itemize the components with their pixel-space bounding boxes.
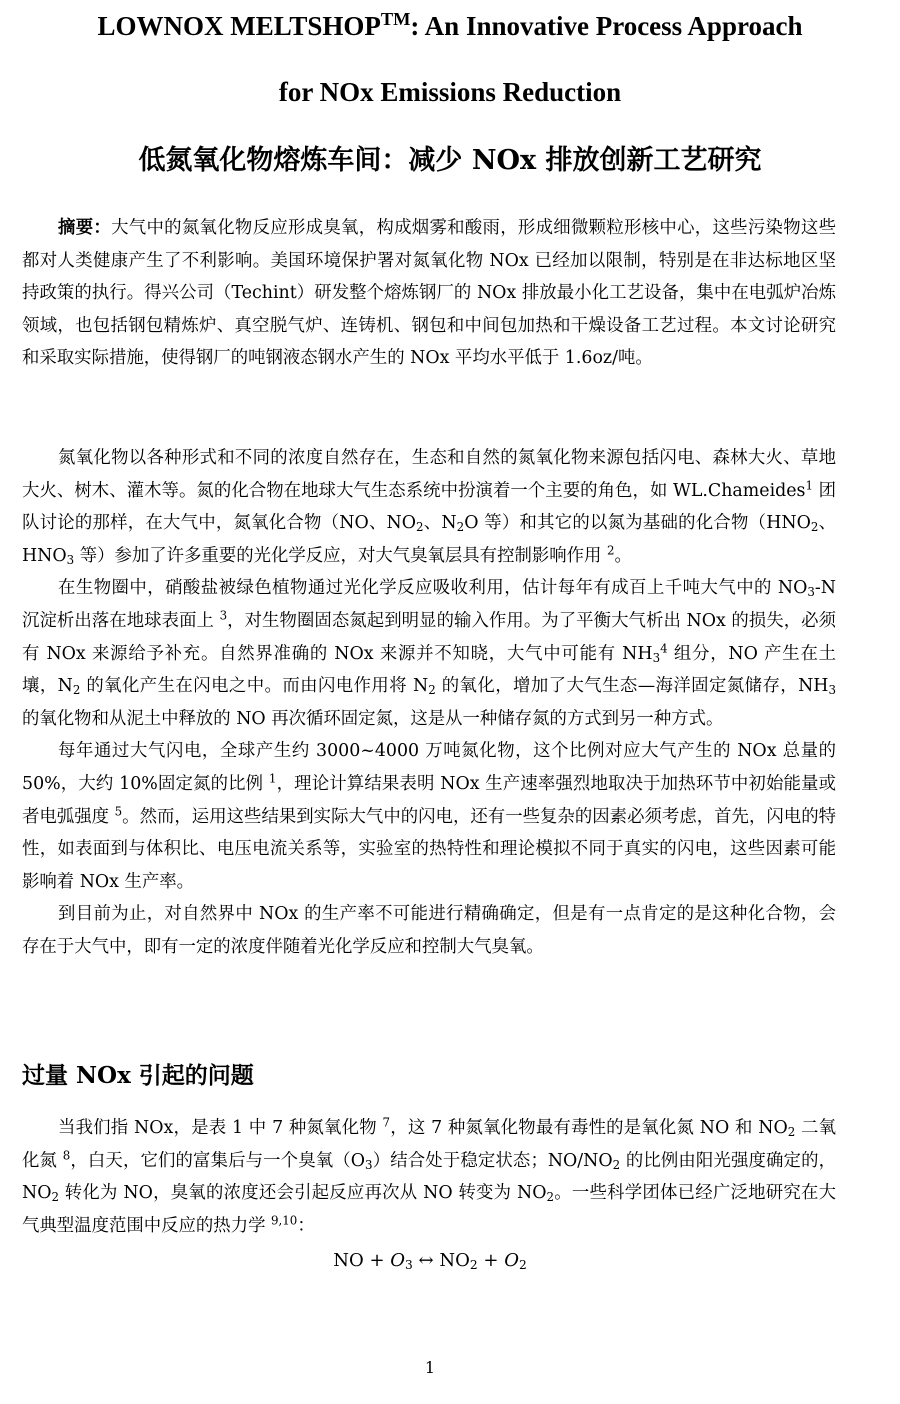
p2-text-f: 的氧化，增加了大气生态—海洋固定氮储存，NH [435,676,829,697]
citation: 9,10 [271,1213,298,1228]
abstract [22,212,836,375]
p1-text-d: O 等）和其它的以氮为基础的化合物（HNO [464,513,811,534]
p1-text-b: 团队讨论的那样，在大气中，氮氧化合物（NO、NO [22,480,836,534]
citation: 8 [62,1148,71,1163]
equation-variable: O [390,1250,406,1271]
subscript: 2 [518,1258,527,1273]
paragraph-4: 到目前为止，对自然界中 NOx 的生产率不可能进行精确确定，但是有一点肯定的是这种化合物，会存在于大气中，即有一定的浓度伴随着光化学反应和控制大气臭氧。 [22,904,836,957]
section-heading: 过量 NOx 引起的问题 [22,1062,254,1089]
p2-text-b: -N 沉淀析出落在地球表面上 [22,578,836,631]
p1-text-g: 。 [614,545,632,566]
subscript: 2 [612,1157,621,1172]
p1-text-e: 、HNO [22,513,836,566]
citation: 3 [219,608,228,623]
p5-text-g: 转化为 NO，臭氧的浓度还会引起反应再次从 NO 转变为 NO [59,1183,547,1204]
p1-text-a: 氮氧化物以各种形式和不同的浓度自然存在，生态和自然的氮氧化物来源包括闪电、森林大火、草地大火、树木、灌木等。氮的化合物在地球大气生态系统中扮演着一个主要的角色，如 WL.Chameides [22,448,836,501]
page-number: 1 [424,1358,436,1377]
subscript: 2 [51,1190,60,1205]
paragraph-1 [22,442,836,572]
subscript: 3 [365,1157,373,1172]
p5-text-h: 。一些科学团体已经广泛地研究在大气典型温度范围中反应的热力学 [22,1183,836,1236]
p2-text-g: 的氧化物和从泥土中释放的 NO 再次循环固定氮，这是从一种储存氮的方式到另一种方式。 [22,708,724,729]
p2-text-a: 在生物圈中，硝酸盐被绿色植物通过光化学反应吸收利用，估计每年有成百上千吨大气中的 NO [58,578,808,599]
equation-term: NO [439,1250,470,1271]
title-en-text: LOWNOX MELTSHOP [97,11,381,41]
p3-text-b: ，理论计算结果表明 NOx 生产速率强烈地取决于加热环节中初始能量或者电弧强度 [22,773,836,827]
subscript: 3 [652,650,661,665]
subscript: 3 [828,683,837,698]
section-body [22,1112,836,1242]
subscript: 2 [469,1258,478,1273]
p5-text-i: ： [297,1215,315,1236]
p3-text-c: 。然而，运用这些结果到实际大气中的闪电，还有一些复杂的因素必须考虑，首先，闪电的特性，如表面到与体积比、电压电流关系等，实验室的热特性和理论模拟不同于真实的闪电，这些因素可能影响着 NOx 生产率。 [22,806,836,892]
paragraph-3 [22,735,836,898]
p2-text-d: 组分，NO 产生在土壤，N [22,643,836,697]
p5-text-d: ，白天，它们的富集后与一个臭氧（O [70,1150,366,1171]
subscript: 2 [810,520,819,535]
citation: 1 [805,478,814,493]
title-english-line1 [0,10,900,42]
p5-text-b: ，这 7 种氮氧化物最有毒性的是氧化氮 NO 和 NO [390,1118,788,1138]
citation: 4 [660,641,668,656]
title-chinese: 低氮氧化物熔炼车间：减少 NOx 排放创新工艺研究 [138,145,762,176]
paragraph-2 [22,572,836,735]
body-text [22,442,836,964]
citation: 2 [606,543,615,558]
trademark-superscript: TM [380,8,411,29]
p1-text-f: 等）参加了许多重要的光化学反应，对大气臭氧层具有控制影响作用 [74,545,607,566]
p2-text-c: ，对生物圈固态氮起到明显的输入作用。为了平衡大气析出 NOx 的损失，必须有 NOx 来源给予补充。自然界准确的 NOx 来源并不知晓，大气中可能有 NH [22,610,837,664]
subscript: 3 [807,585,815,600]
p2-text-e: 的氧化产生在闪电之中。而由闪电作用将 N [80,676,429,697]
abstract-label: 摘要： [58,218,112,238]
subscript: 2 [416,520,424,535]
p5-text-a: 当我们指 NOx，是表 1 中 7 种氮氧化物 [58,1118,383,1138]
paragraph-5 [22,1112,836,1242]
equilibrium-arrow: ↔ [412,1250,440,1271]
equation-operator: + [477,1250,505,1271]
subscript: 2 [428,683,436,698]
citation: 1 [268,771,277,786]
equation-variable: O [504,1250,519,1271]
subscript: 3 [66,552,75,567]
title-english-line2: for NOx Emissions Reduction [278,77,622,107]
subscript: 2 [456,520,465,535]
subscript: 2 [787,1124,796,1139]
subscript: 3 [405,1258,413,1273]
title-en-suffix: : An Innovative Process Approach [410,11,803,41]
p5-text-f: 的比例由阳光强度确定的，NO [22,1150,837,1204]
subscript: 2 [72,683,81,698]
abstract-text: 大气中的氮氧化物反应形成臭氧，构成烟雾和酸雨，形成细微颗粒形核中心，这些污染物这些都对人类健康产生了不利影响。美国环境保护署对氮氧化物 NOx 已经加以限制，特别是在非达标地区坚持政策的执行。得兴公司（Techint）研发整个熔炼钢厂的 NOx 排放最小化工艺设备，集中在电弧炉冶炼领域，也包括钢包精炼炉、真空脱气炉、连铸机、钢包和中间包加热和干燥设备工艺过程。本文讨论研究和采取实际措施，使得钢厂的吨钢液态钢水产生的 NOx 平均水平低于 1.6oz/吨。 [22,218,836,369]
citation: 5 [114,804,123,819]
chemical-equation [0,1246,860,1276]
equation-term: NO + [333,1250,391,1271]
p3-text-a: 每年通过大气闪电，全球产生约 3000~4000 万吨氮化物，这个比例对应大气产生的 NOx 总量的 50%，大约 10%固定氮的比例 [22,741,837,794]
citation: 7 [382,1115,391,1130]
p5-text-c: 二氧化氮 [22,1118,837,1171]
subscript: 2 [546,1190,555,1205]
p5-text-e: ）结合处于稳定状态；NO/NO [372,1150,613,1171]
p1-text-c: 、N [423,513,457,534]
